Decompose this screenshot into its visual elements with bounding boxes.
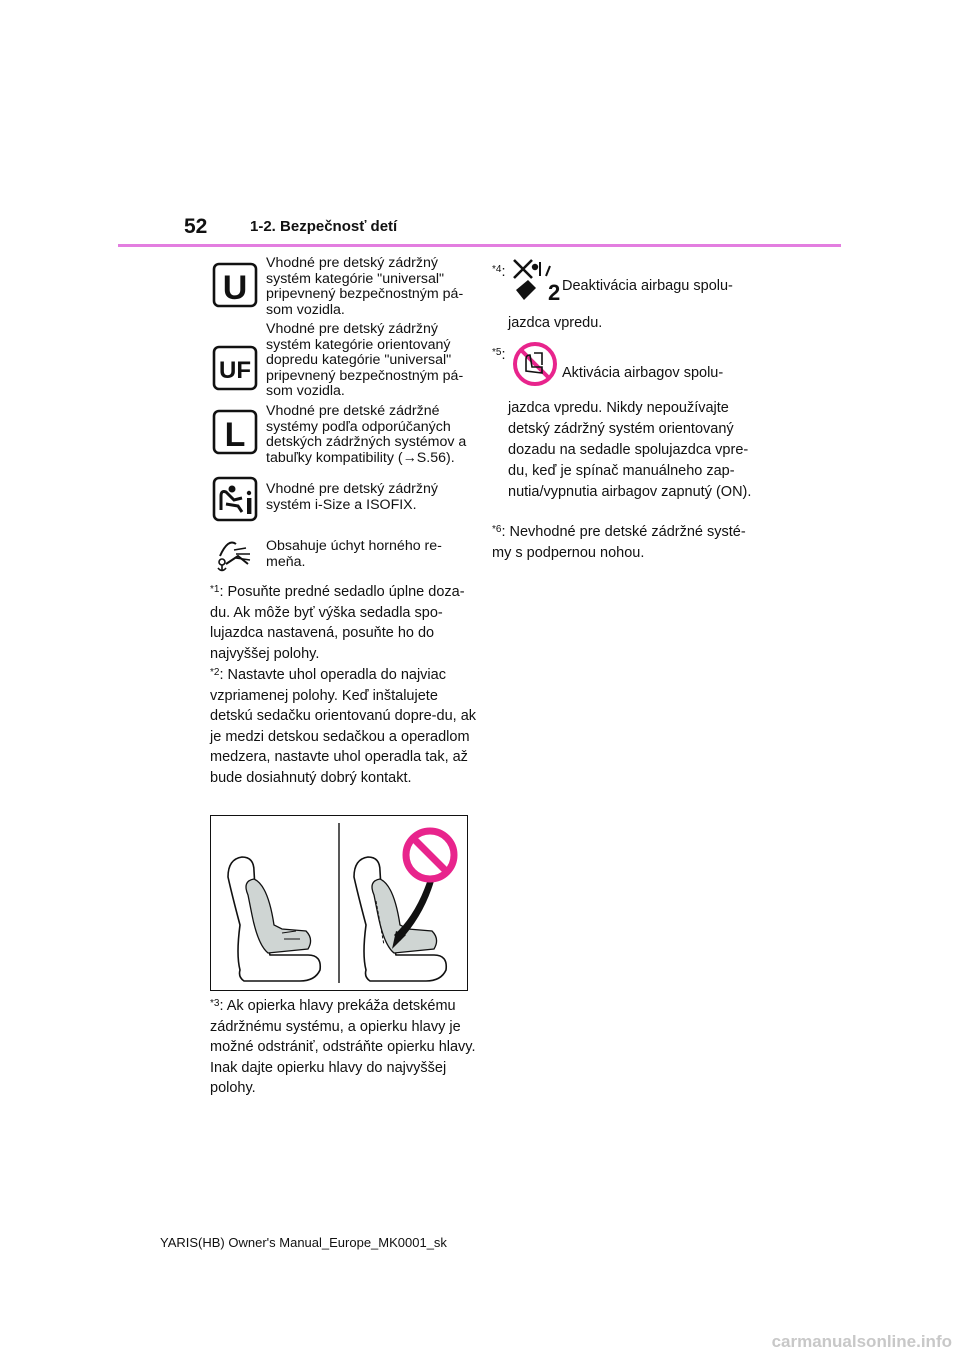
symbol-description: Vhodné pre detský zádržný systém kategórie "universal" pripevnený bezpečnostným pá-som vozidla. [266, 255, 464, 318]
footnote-marker: *1 [210, 584, 220, 595]
symbol-description: Vhodné pre detský zádržný systém kategórie orientovaný dopredu kategórie "universal" pripevnený bezpečnostným pá-som vozidla. [266, 321, 464, 400]
footnote-marker: *5 [492, 347, 502, 358]
universal-forward-icon [212, 345, 258, 396]
footnote: $^{*5}$: Aktivácia airbagov spolu- jazdca vpredu. Nikdy nepoužívajte detský zádržný systém orientovaný dozadu na sedadle spolujazdca vpre-du, keď je spínač manuálneho zap-nutia/vypnutia airbagov zapnutý (ON). [492, 345, 752, 503]
footnote-text: : Nastavte uhol operadla do najviac vzpriamenej polohy. Keď inštalujete detskú sedačku orientovanú dopre-du, ak je medzi detskou sedačkou a operadlom medzera, nastavte uhol operadla tak, až bude dosiahnutý dobrý kontakt. [210, 667, 477, 786]
footnote-marker: *6 [492, 524, 502, 535]
header-divider [118, 244, 841, 247]
footer-text: YARIS(HB) Owner's Manual_Europe_MK0001_sk [160, 1235, 447, 1250]
footnote [210, 996, 480, 1099]
footnote-text: : Posuňte predné sedadlo úplne doza-du. Ak môže byť výška sedadla spo-lujazdca nastavená, posuňte ho do najvyššej polohy. [210, 584, 465, 662]
svg-text:2: 2 [548, 280, 561, 305]
svg-text:UF: UF [219, 357, 251, 384]
top-tether-anchor-icon [212, 534, 258, 579]
symbol-description: Vhodné pre detský zádržný systém i-Size a ISOFIX. [266, 481, 438, 513]
footnote-inline-text: Deaktivácia airbagu spolu- [562, 278, 733, 294]
footnote [210, 665, 480, 788]
footnote-marker: *3 [210, 998, 220, 1009]
footnote-marker: *2 [210, 667, 220, 678]
universal-belt-icon [212, 262, 258, 313]
footnote-marker: *4 [492, 264, 502, 275]
isize-isofix-icon [212, 476, 258, 527]
svg-text:L: L [224, 416, 246, 454]
footnote [210, 582, 480, 664]
footnote-text: jazdca vpredu. Nikdy nepoužívajte detský zádržný systém orientovaný dozadu na sedadle spolujazdca vpre-du, keď je spínač manuálneho zap-nutia/vypnutia airbagov zapnutý (ON). [508, 399, 752, 500]
footnote-inline-text: Aktivácia airbagov spolu- [562, 365, 724, 381]
svg-text:U: U [222, 269, 248, 307]
page-number: 52 [184, 215, 208, 238]
section-title: 1-2. Bezpečnosť detí [250, 218, 398, 235]
prohibited-rear-facing-seat-icon [512, 341, 558, 394]
seat-illustration-icon [210, 815, 468, 996]
watermark: carmanualsonline.info [771, 1332, 952, 1351]
specific-list-icon [212, 409, 258, 460]
symbol-description: Obsahuje úchyt horného re-meňa. [266, 538, 442, 570]
footnote-text: : Ak opierka hlavy prekáža detskému zádržnému systému, a opierku hlavy je možné odstrániť, odstráňte opierku hlavy. Inak dajte opierku hlavy do najvyššej polohy. [210, 998, 476, 1096]
footnote: $^{*4}$: 2 Deaktivácia airbagu spolu- jazdca vpredu. [492, 262, 752, 333]
footnote-text: : Nevhodné pre detské zádržné systé-my s podpernou nohou. [492, 524, 746, 561]
footnote-text: jazdca vpredu. [508, 314, 603, 331]
symbol-description: Vhodné pre detské zádržné systémy podľa odporúčaných detských zádržných systémov a tabuľky kompatibility (→S.56). [266, 403, 467, 466]
footnote [492, 522, 762, 563]
airbag-off-icon [510, 258, 561, 309]
